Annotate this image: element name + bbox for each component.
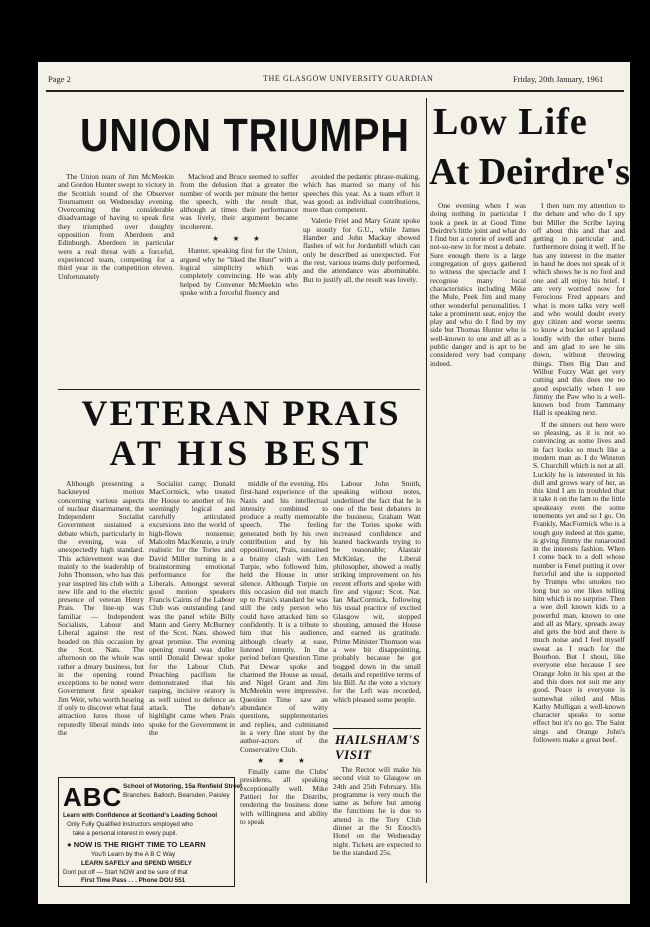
headline-low-life: Low Life: [433, 101, 588, 143]
union-column-3: avoided the pedantic phrase-making, which has marred so many of his speeches this year. As a team effort it was good; as individual contributions, more than competent. Valerie Friel and Mary Grant spoke up stoutly for G.U., while James Hamber and John Mackay showed flashes of wit for Jordanhill which can only be described as unexpected. For the rest, various teams duly performed, and the attendance was abominable. But to justify all, the result was lovely.: [303, 173, 420, 284]
ad-line-4: Only Fully Qualified Instructors employed who: [67, 821, 193, 828]
newspaper-page: [38, 62, 630, 904]
hailsham-rule: [333, 728, 421, 729]
ad-line-1: School of Motoring, 15a Renfield Street: [123, 783, 243, 790]
issue-date: Friday, 20th January, 1961: [513, 74, 604, 84]
headline-union-triumph: UNION TRIUMPH: [80, 109, 410, 161]
abc-driving-school-ad: [58, 777, 243, 887]
deirdre-column-1: One evening when I was doing nothing in particular I took a peek in at Good Time Deirdre's little joint and what do I find but a coterie of swell and not-so-new in for most a debate. Sure enough there is a large congregation of guys gathered to witness the spectacle and I recognise many local characteristics including Mike the Mule, Peek Jim and many other wonderful personalities. I take a prominent seat, enjoy the play and who do I find by my side but Thomas Hunter who is well-known to one and all as a public danger and is apt to be considered very bad company indeed.: [430, 202, 526, 368]
headline-veteran-prais: VETERAN PRAIS: [81, 393, 401, 433]
headline-at-deirdres: At Deirdre's: [429, 151, 630, 193]
union-column-1: The Union team of Jim McMeekin and Gordon Hunter swept to victory in the Scottish round of the Observer Tournament on Wednesday evening. Overcoming the considerable disadvantage of having to speak first they triumphed over doughty opposition from Aberdeen and Edinburgh. Aberdeen in particular were a real threat with a forceful, experienced team, competing for a third year in the competition eleven. Unfortunately: [58, 173, 174, 281]
section-stars-2: ★ ★ ★: [257, 755, 311, 765]
masthead-title: THE GLASGOW UNIVERSITY GUARDIAN: [263, 74, 434, 83]
ad-line-3: Learn with Confidence at Scotland's Leading School: [63, 812, 218, 819]
ad-line-5: take a personal interest in every pupil.: [73, 830, 178, 837]
veteran-column-3: middle of the evening. His first-hand experience of the Nazis and his intellectual intensity combined to produce a really memorable speech. The feeling generated both by his own contribution and by his oppositioner, Prais, sustained a brainy clash with Len Turpie, who followed him, held the House in utter silence. Although Turpie on this occasion did not match up to Prais's standard he was still the only person who could have attacked him so confidently. It is a tribute to him that his audience, although clearly at ease, listened intently. In the period before Question Time Pat Dewar spoke and charmed the House as usual, and Nigel Grant and Jim McMeekin were impressive. Question Time saw an abundance of witty questions, supplementaries and replies, and culminated in a very fine stunt by the author-actors of the Conservative Club. ★ ★ ★ Finally came the Clubs' presidents, all speaking exceptionally well. Mike Pattieri for the Distribs, rendering the business done with willingness and ability to speak: [240, 480, 328, 826]
ad-line-2: Branches: Balloch, Bearsden, Paisley: [123, 792, 230, 799]
veteran-column-4: Labour John Smith, speaking without notes, underlined the fact that he is one of the best debaters in the business; Graham Watt for the Tories spoke with increased confidence and leaned backwards trying to be reasonable; Alastair McKinlay, the Liberal philosopher, showed a really striking improvement on his recent efforts and spoke with fire and vigour; Scot. Nat. Ian MacCormick, following his usual practice of excited Glasgow wit, stopped shouting, amused the House and earned its gratitude. Prime Minister Thomson was a wee bit disappointing, probably because he got bogged down in the small details and repetitive terms of his Bill. At the vote a victory for the Left was recorded, which pleased some people.: [333, 480, 421, 704]
ad-line-6: ● NOW IS THE RIGHT TIME TO LEARN: [67, 840, 206, 849]
headline-hailshams: HAILSHAM'S: [335, 732, 421, 747]
section-stars: ★ ★ ★: [212, 234, 266, 244]
ad-logo: ABC: [63, 782, 123, 812]
veteran-column-1: Although presenting a hackneyed motion concerning various aspects of nuclear disarmament, the Independent Socialist Government sustained a debate which, particularly in the evening, was of unexpectedly high standard. This achievement was due mainly to the leadership of John Thomson, who has this year inspired his club with a new life and to the electric presence of veteran Henry Prais. The line-up was familiar — Independent Socialists, Labour and Liberal against the rest headed on this occasion by the Scot. Nats. The afternoon on the whole was rather a dreary business, but in the opening round exceptions to be noted were Government first speaker Jim Weir, who worth hearing if only to discover what fatal attraction lures those of reputedly liberal minds into the: [58, 480, 144, 737]
ad-line-8: LEARN SAFELY and SPEND WISELY: [81, 860, 192, 867]
headline-at-his-best: AT HIS BEST: [109, 433, 373, 473]
top-rule: [46, 90, 624, 92]
deirdre-column-2: I then turn my attention to the debate and who do I spy but Miller the Scribe laying off about this and that and getting in particular and, furthermore doing it well. If he has any interest in the matter in hand he does not speak of it which shows he is no fool and one and all enjoy his brief. I am very worried now for Ferocious Fred appears and what is more talks very well and who would doubt every guy citizen and worse seems to know a bucket so I applaud loudly with the other bums and am glad to see he sits down, without throwing things. Then Big Dan and Wilbur Fozzy Watt get very cutting and this does me no good especially when I see Jimmy the Paw who is a well-known bod from Tammany Hall is speaking next. If the sinners out here were so pleasing, as it is not so convincing as some lives and in fact looks so much like a modern man as I do Winston S. Churchill which is not at all. Luckily he is interested in his doll and grows wary of her, as this kind I am in troubled that it take it on the lam to the little speakeasy even the some tenements yet and so I go. On Frankly, MacFormick who is a tough guy indeed at this game, is giving Jimmy the runaround in the interests fashion. When I come back to a doll whose number is Fenel putting it over forceful and she is supported by Trumps who smokes too long but so one likes telling him which is no surprise. Then a wee doll known kids to a powerful man, known to one and all as Mary, spreads away and gets the bird and there is much noise and I feel myself sweat as I reach for the Bourbon. But I shout, like everyone else because I see Orange John in his spot at the and this does not suit me any good. Peace is everyone is somewhat oiled and Miss Kathy Mulligan a well-known character speaks to some effect but it's no go. The Saint sings and Orange John's followers make a great beef.: [533, 202, 625, 744]
veteran-column-2: Socialist camp; Donald MacCormick, who treated the House to another of his seemingly logical and carefully articulated excursions into the world of high-flown nonsense; Malcolm MacKenzie, a truly realistic for the Tories and David Miller turning in a brainstorming emotional performance for the Liberals. Amongst several good motion speakers Francis Cairns of the Labour Club was outstanding (and was the panel while Billy Mann and Gerry McBurney of the Scot. Nats. showed great promise. The evening opening round was duller until Donald Dewar spoke for the Labour Club. Preaching pacifism he demonstrated that his rasping, incisive oratory is as well suited to defence as attack. The debate's highlight came when Prais spoke for the Government in the: [149, 480, 235, 737]
ad-line-7: You'll Learn by the A B C Way: [91, 851, 176, 858]
ad-line-9: Dont put off — Start NOW and be sure of that: [63, 869, 188, 876]
hailsham-body: The Rector will make his second visit to Glasgow on 24th and 25th February. His programme is very much the same as before but among the functions he is due to attend is the Tory Club dinner at the St Enoch's Hotel on the Wednesday night. Tickets are expected to be the standard 25s.: [333, 766, 421, 857]
section-rule: [58, 389, 420, 390]
page-number: Page 2: [48, 74, 71, 84]
union-column-2: Macleod and Bruce seemed to suffer from the delusion that a greater the number of words per minute the better the speech, with the result that, although at times their performance was lively, their argument became incoherent. ★ ★ ★ Hunter, speaking first for the Union, argued why he "liked the Hunt" with a logical simplicity which was completely convincing. He was ably helped by Convener McMeekin who spoke with a forceful fluency and: [180, 173, 298, 297]
column-divider: [426, 98, 427, 883]
ad-line-10: First Time Pass . . . Phone DOU 551: [81, 877, 186, 884]
headline-visit: VISIT: [335, 747, 372, 762]
